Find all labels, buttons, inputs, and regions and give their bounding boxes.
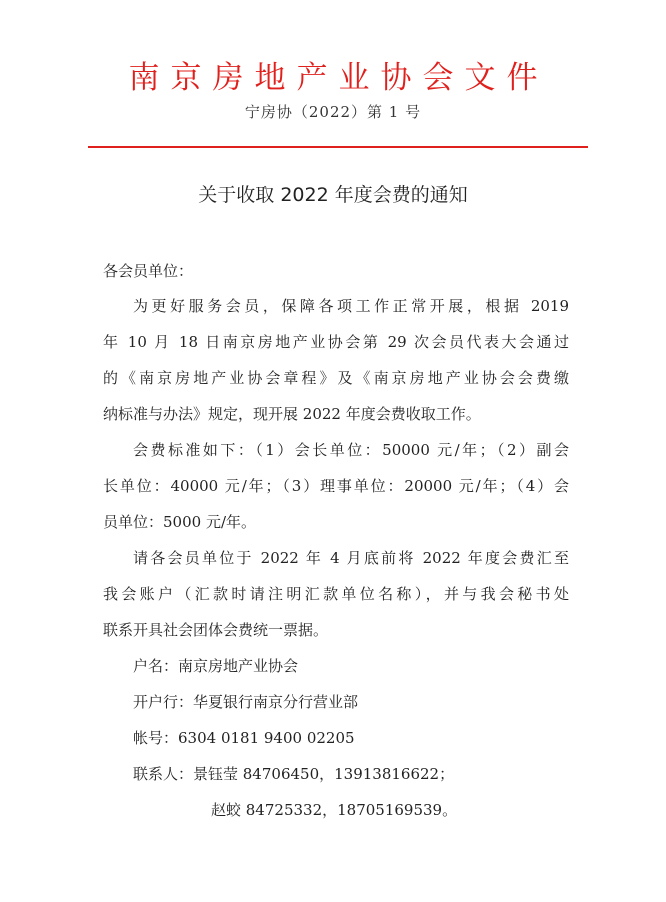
document-number: 宁房协（2022）第 1 号: [244, 103, 422, 121]
para1-line: 年 10 月 18 日南京房地产业协会第 29 次会员代表大会通过: [103, 333, 569, 351]
account-name: 户名：南京房地产业协会: [133, 657, 299, 675]
notice-title: 关于收取 2022 年度会费的通知: [198, 184, 468, 206]
account-number: 帐号：6304 0181 9400 02205: [133, 729, 355, 747]
org-header-title: 南京房地产业协会文件: [128, 60, 549, 96]
para3-line: 请各会员单位于 2022 年 4 月底前将 2022 年度会费汇至: [133, 549, 569, 567]
para2-line: 长单位：40000 元/年；（3）理事单位：20000 元/年；（4）会: [103, 477, 569, 495]
red-divider: [88, 146, 588, 148]
para3-line: 联系开具社会团体会费统一票据。: [103, 621, 329, 639]
salutation: 各会员单位：: [103, 262, 194, 280]
contact-person-2: 赵蛟 84725332，18705169539。: [211, 801, 458, 819]
para2-line: 员单位：5000 元/年。: [103, 513, 256, 531]
bank-name: 开户行：华夏银行南京分行营业部: [133, 693, 359, 711]
para3-line: 我会账户（汇款时请注明汇款单位名称），并与我会秘书处: [103, 585, 569, 603]
contact-person-1: 联系人：景钰莹 84706450，13913816622；: [133, 765, 455, 783]
para2-line: 会费标准如下：（1）会长单位：50000 元/年；（2）副会: [133, 441, 569, 459]
para1-line: 的《南京房地产业协会章程》及《南京房地产业协会会费缴: [103, 369, 569, 387]
para1-line: 纳标准与办法》规定，现开展 2022 年度会费收取工作。: [103, 405, 481, 423]
para1-line: 为更好服务会员，保障各项工作正常开展，根据 2019: [133, 297, 569, 315]
